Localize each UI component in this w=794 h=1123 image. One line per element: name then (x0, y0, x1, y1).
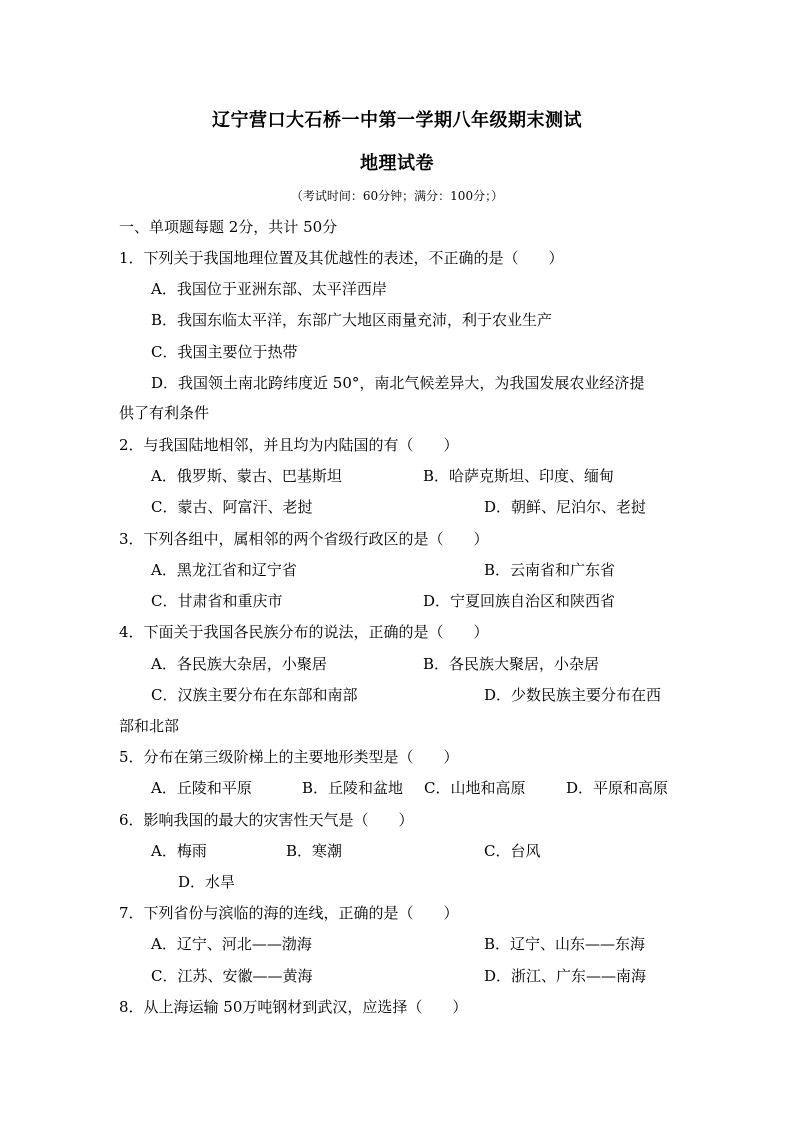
question-4-option-b: B．各民族大聚居，小杂居 (423, 655, 600, 673)
question-2-option-c: C．蒙古、阿富汗、老挝 (151, 498, 313, 516)
section-heading: 一、单项题每题 2分，共计 50分 (119, 218, 338, 236)
question-3-option-b: B．云南省和广东省 (484, 561, 616, 579)
question-8-stem: 8．从上海运输 50万吨钢材到武汉，应选择（ ） (119, 998, 468, 1016)
question-4-option-d-continued: 部和北部 (119, 717, 180, 735)
question-4-option-d: D．少数民族主要分布在西 (484, 686, 662, 704)
question-4-stem: 4．下面关于我国各民族分布的说法，正确的是（ ） (119, 623, 489, 641)
question-7-stem: 7．下列省份与滨临的海的连线，正确的是（ ） (119, 904, 459, 922)
question-5-option-c: C．山地和高原 (424, 779, 526, 797)
question-2-option-d: D．朝鲜、尼泊尔、老挝 (484, 498, 647, 516)
question-6-stem: 6．影响我国的最大的灾害性天气是（ ） (119, 811, 414, 829)
question-5-stem: 5．分布在第三级阶梯上的主要地形类型是（ ） (119, 748, 459, 766)
question-7-option-d: D．浙江、广东——南海 (484, 967, 647, 985)
exam-title: 辽宁营口大石桥一中第一学期八年级期末测试 (212, 110, 582, 131)
question-2-option-a: A．俄罗斯、蒙古、巴基斯坦 (151, 467, 342, 485)
question-7-option-a: A．辽宁、河北——渤海 (151, 935, 312, 953)
question-1-option-a: A．我国位于亚洲东部、太平洋西岸 (151, 280, 387, 298)
question-1-option-d-continued: 供了有利条件 (119, 404, 210, 422)
question-4-option-a: A．各民族大杂居，小聚居 (151, 655, 327, 673)
question-6-option-b: B．寒潮 (286, 842, 343, 860)
question-1-option-d: D．我国领土南北跨纬度近 50°，南北气候差异大，为我国发展农业经济提 (151, 374, 645, 392)
exam-subtitle: 地理试卷 (360, 153, 434, 174)
question-7-option-b: B．辽宁、山东——东海 (484, 935, 646, 953)
exam-info: （考试时间：60分钟；满分：100分；） (290, 189, 504, 203)
question-6-option-c: C．台风 (484, 842, 541, 860)
question-3-option-c: C．甘肃省和重庆市 (151, 592, 283, 610)
question-4-option-c: C．汉族主要分布在东部和南部 (151, 686, 358, 704)
question-2-option-b: B．哈萨克斯坦、印度、缅甸 (423, 467, 615, 485)
question-3-stem: 3．下列各组中，属相邻的两个省级行政区的是（ ） (119, 530, 489, 548)
question-3-option-a: A．黑龙江省和辽宁省 (151, 561, 297, 579)
question-5-option-d: D．平原和高原 (566, 779, 669, 797)
question-6-option-d: D．水旱 (178, 873, 236, 891)
question-6-option-a: A．梅雨 (151, 842, 207, 860)
question-1-option-b: B．我国东临太平洋，东部广大地区雨量充沛，利于农业生产 (151, 311, 553, 329)
question-3-option-d: D．宁夏回族自治区和陕西省 (423, 592, 616, 610)
question-5-option-b: B．丘陵和盆地 (302, 779, 404, 797)
question-1-option-c: C．我国主要位于热带 (151, 343, 298, 361)
question-2-stem: 2．与我国陆地相邻，并且均为内陆国的有（ ） (119, 436, 459, 454)
question-7-option-c: C．江苏、安徽——黄海 (151, 967, 313, 985)
question-5-option-a: A．丘陵和平原 (151, 779, 252, 797)
question-1-stem: 1．下列关于我国地理位置及其优越性的表述，不正确的是（ ） (119, 249, 564, 267)
